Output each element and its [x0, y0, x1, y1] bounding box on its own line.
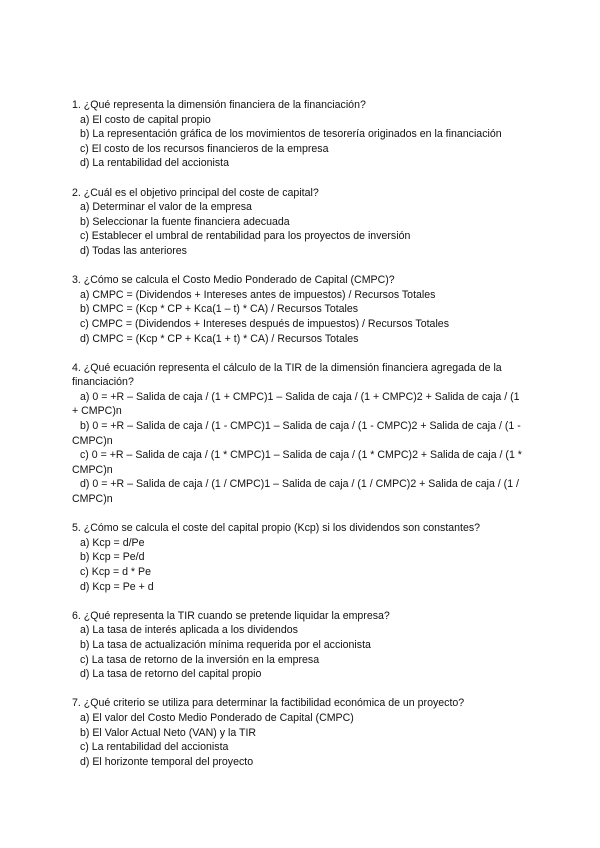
option-a: a) El costo de capital propio [80, 113, 211, 126]
option-c: c) La tasa de retorno de la inversión en la empresa [80, 653, 320, 666]
question-text: 6. ¿Qué representa la TIR cuando se pretende liquidar la empresa? [72, 609, 390, 622]
question-4 [72, 361, 528, 507]
question-text: 2. ¿Cuál es el objetivo principal del coste de capital? [72, 186, 319, 199]
option-c: c) CMPC = (Dividendos + Intereses después de impuestos) / Recursos Totales [80, 317, 449, 330]
option-d: d) Kcp = Pe + d [80, 580, 154, 593]
option-text: c) 0 = +R – Salida de caja / (1 * CMPC)1 – Salida de caja / (1 * CMPC)2 + Salida de caja / (1 * CMPC)n [72, 449, 522, 476]
option-d: d) Todas las anteriores [80, 244, 187, 257]
option-d: d) La rentabilidad del accionista [80, 157, 229, 170]
option-a: a) Determinar el valor de la empresa [80, 201, 252, 214]
option-list [72, 390, 528, 507]
option-b: b) Seleccionar la fuente financiera adecuada [80, 215, 290, 228]
option-list [72, 288, 528, 346]
option-text: d) 0 = +R – Salida de caja / (1 / CMPC)1 – Salida de caja / (1 / CMPC)2 + Salida de caja / (1 / CMPC)n [72, 478, 519, 506]
question-7 [72, 696, 528, 769]
question-text: 3. ¿Cómo se calcula el Costo Medio Ponderado de Capital (CMPC)? [72, 274, 395, 287]
question-1 [72, 98, 528, 171]
option-b: b) El Valor Actual Neto (VAN) y la TIR [80, 726, 257, 739]
option-d: d) La tasa de retorno del capital propio [80, 668, 262, 681]
option-text: a) 0 = +R – Salida de caja / (1 + CMPC)1 – Salida de caja / (1 + CMPC)2 + Salida de caja / (1 + CMPC)n [72, 390, 520, 418]
question-3 [72, 273, 528, 346]
option-list [72, 623, 528, 681]
option-b [72, 419, 528, 448]
question-text: 5. ¿Cómo se calcula el coste del capital propio (Kcp) si los dividendos son constantes? [72, 522, 481, 535]
question-text: 7. ¿Qué criterio se utiliza para determinar la factibilidad económica de un proyecto? [72, 697, 465, 710]
option-list [72, 113, 528, 171]
question-text: 4. ¿Qué ecuación representa el cálculo de la TIR de la dimensión financiera agregada de la financiación? [72, 361, 502, 389]
option-c [72, 448, 528, 477]
option-list [72, 200, 528, 258]
option-d: d) El horizonte temporal del proyecto [80, 755, 254, 768]
option-list [72, 711, 528, 769]
question-6 [72, 609, 528, 682]
option-a: a) CMPC = (Dividendos + Intereses antes de impuestos) / Recursos Totales [80, 288, 436, 301]
option-a [72, 390, 528, 419]
option-a: a) La tasa de interés aplicada a los dividendos [80, 624, 298, 637]
option-b: b) Kcp = Pe/d [80, 551, 145, 564]
option-b: b) La tasa de actualización mínima requerida por el accionista [80, 638, 371, 651]
option-list [72, 536, 528, 594]
option-b: b) La representación gráfica de los movimientos de tesorería originados en la financiación [80, 128, 502, 141]
option-c: c) La rentabilidad del accionista [80, 741, 229, 754]
option-c: c) Establecer el umbral de rentabilidad para los proyectos de inversión [80, 230, 411, 243]
option-d [72, 477, 528, 506]
option-a: a) Kcp = d/Pe [80, 536, 145, 549]
exam-document [72, 98, 528, 784]
option-a: a) El valor del Costo Medio Ponderado de Capital (CMPC) [80, 711, 354, 724]
option-text: b) 0 = +R – Salida de caja / (1 - CMPC)1 – Salida de caja / (1 - CMPC)2 + Salida de caja / (1 - CMPC)n [72, 420, 521, 447]
question-2 [72, 186, 528, 259]
option-c: c) Kcp = d * Pe [80, 566, 151, 578]
option-d: d) CMPC = (Kcp * CP + Kca(1 + t) * CA) / Recursos Totales [80, 332, 359, 345]
option-b: b) CMPC = (Kcp * CP + Kca(1 – t) * CA) / Recursos Totales [80, 303, 359, 316]
option-c: c) El costo de los recursos financieros de la empresa [80, 142, 329, 155]
question-text: 1. ¿Qué representa la dimensión financiera de la financiación? [72, 99, 366, 111]
question-5 [72, 521, 528, 594]
